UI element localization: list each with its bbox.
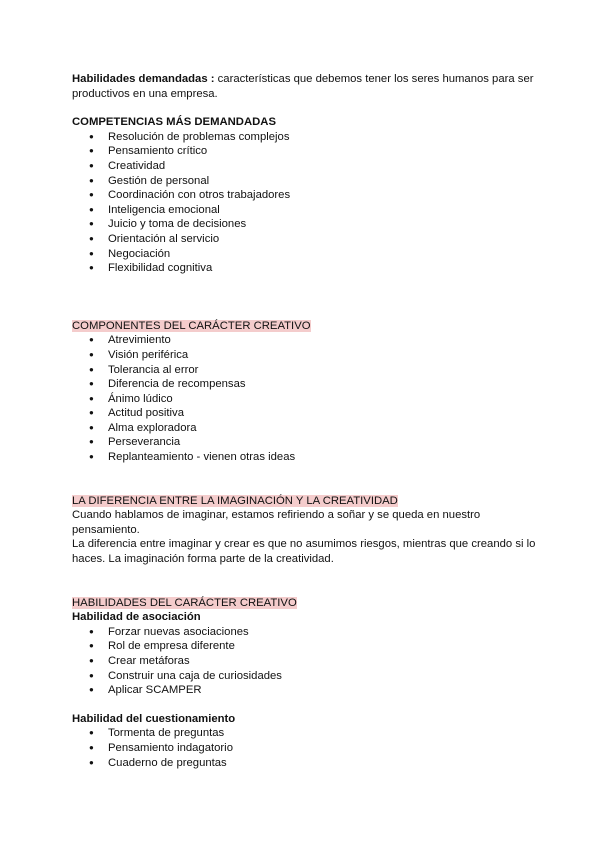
intro-term: Habilidades demandadas : bbox=[72, 73, 215, 85]
list-item: ● Visión periférica bbox=[72, 348, 542, 363]
list-item: ● Atrevimiento bbox=[72, 333, 542, 348]
list-item: ● Replanteamiento - vienen otras ideas bbox=[72, 450, 542, 465]
habilidades-heading bbox=[72, 596, 542, 611]
competencias-list bbox=[72, 130, 542, 276]
list-item: ● Alma exploradora bbox=[72, 421, 542, 436]
list-item: ● Negociación bbox=[72, 247, 542, 262]
list-item: ● Resolución de problemas complejos bbox=[72, 130, 542, 145]
list-item: ● Tolerancia al error bbox=[72, 363, 542, 378]
competencias-heading: COMPETENCIAS MÁS DEMANDADAS bbox=[72, 116, 276, 129]
list-item: ● Actitud positiva bbox=[72, 406, 542, 421]
list-item: ● Flexibilidad cognitiva bbox=[72, 261, 542, 276]
list-item: ● Ánimo lúdico bbox=[72, 392, 542, 407]
list-item: ● Perseverancia bbox=[72, 435, 542, 450]
list-item: ● Tormenta de preguntas bbox=[72, 726, 542, 741]
intro-definition: características que debemos tener los seres humanos para ser productivos en una empresa. bbox=[72, 73, 534, 100]
list-item: ● Pensamiento indagatorio bbox=[72, 741, 542, 756]
list-item: ● Crear metáforas bbox=[72, 654, 542, 669]
diferencia-paragraph-2: La diferencia entre imaginar y crear es que no asumimos riesgos, mientras que creando si lo haces. La imaginación forma parte de la creatividad. bbox=[72, 538, 536, 566]
list-item: ● Juicio y toma de decisiones bbox=[72, 217, 542, 232]
list-item: ● Aplicar SCAMPER bbox=[72, 683, 542, 698]
diferencia-heading bbox=[72, 494, 542, 509]
diferencia-paragraph-1: Cuando hablamos de imaginar, estamos refiriendo a soñar y se queda en nuestro pensamiento. bbox=[72, 509, 481, 536]
componentes-heading-text: COMPONENTES DEL CARÁCTER CREATIVO bbox=[72, 319, 311, 332]
componentes-list bbox=[72, 333, 542, 464]
componentes-heading bbox=[72, 319, 542, 334]
list-item: ● Construir una caja de curiosidades bbox=[72, 669, 542, 684]
cuestionamiento-title: Habilidad del cuestionamiento bbox=[72, 712, 236, 725]
list-item: ● Pensamiento crítico bbox=[72, 144, 542, 159]
list-item: ● Rol de empresa diferente bbox=[72, 639, 542, 654]
diferencia-heading-text: LA DIFERENCIA ENTRE LA IMAGINACIÓN Y LA CREATIVIDAD bbox=[72, 494, 398, 507]
list-item: ● Coordinación con otros trabajadores bbox=[72, 188, 542, 203]
list-item: ● Creatividad bbox=[72, 159, 542, 174]
list-item: ● Gestión de personal bbox=[72, 174, 542, 189]
asociacion-title: Habilidad de asociación bbox=[72, 611, 201, 624]
intro-paragraph bbox=[72, 72, 542, 101]
list-item: ● Orientación al servicio bbox=[72, 232, 542, 247]
asociacion-list bbox=[72, 625, 542, 698]
habilidades-heading-text: HABILIDADES DEL CARÁCTER CREATIVO bbox=[72, 596, 297, 609]
cuestionamiento-list bbox=[72, 726, 542, 770]
list-item: ● Inteligencia emocional bbox=[72, 203, 542, 218]
document-page bbox=[72, 72, 542, 770]
list-item: ● Cuaderno de preguntas bbox=[72, 756, 542, 771]
list-item: ● Forzar nuevas asociaciones bbox=[72, 625, 542, 640]
list-item: ● Diferencia de recompensas bbox=[72, 377, 542, 392]
